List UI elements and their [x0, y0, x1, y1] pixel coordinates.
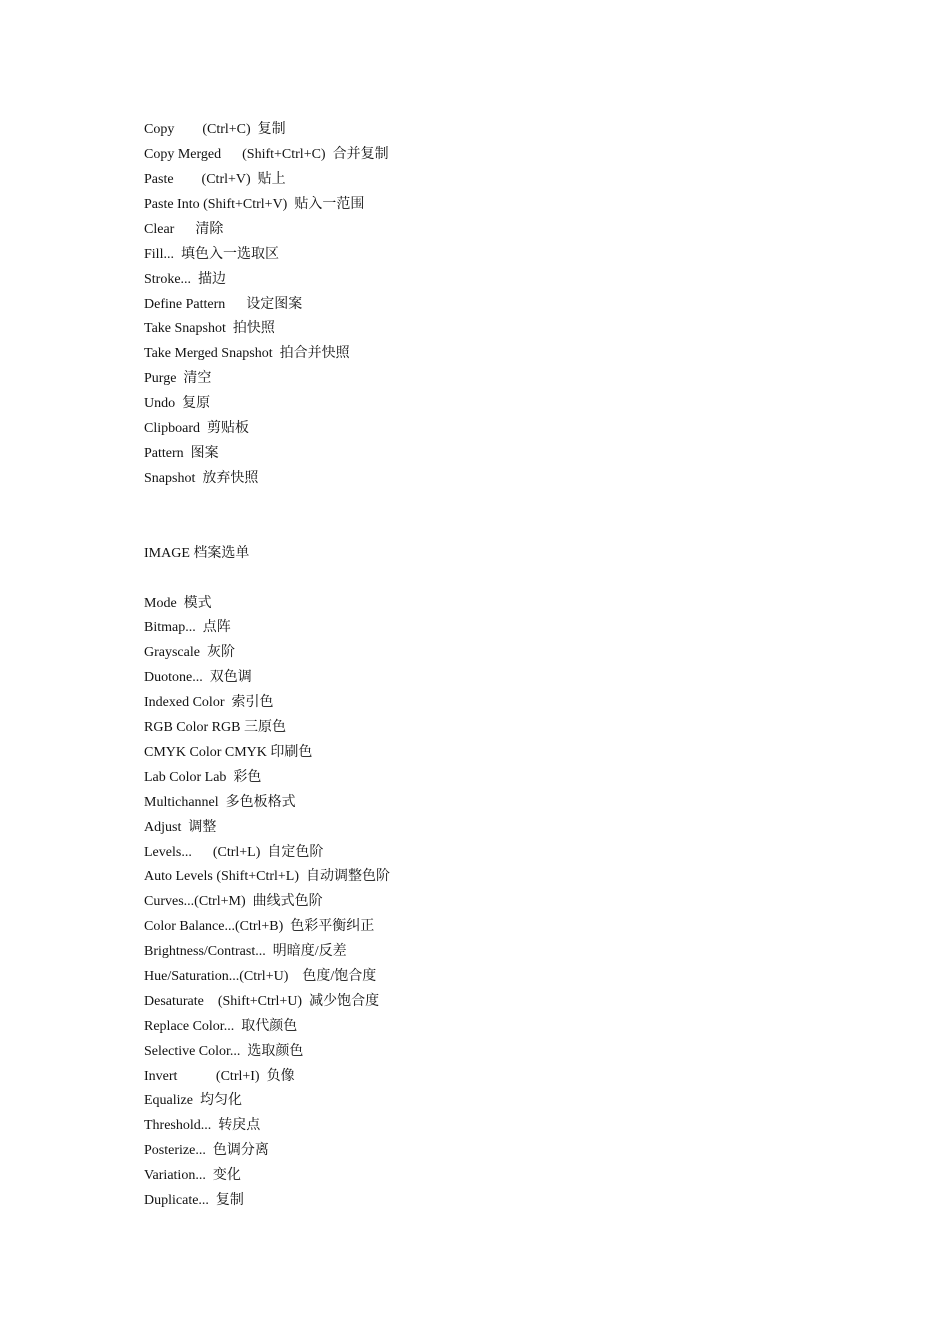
list-item: Take Snapshot 拍快照 — [144, 321, 275, 336]
list-item: Indexed Color 索引色 — [144, 695, 274, 710]
list-item: Posterize... 色调分离 — [144, 1143, 269, 1158]
list-item: Desaturate (Shift+Ctrl+U) 减少饱合度 — [144, 994, 380, 1009]
list-item: Purge 清空 — [144, 371, 212, 386]
list-item: Bitmap... 点阵 — [144, 620, 231, 635]
list-item: Auto Levels (Shift+Ctrl+L) 自动调整色阶 — [144, 869, 390, 884]
list-item: CMYK Color CMYK 印刷色 — [144, 745, 313, 760]
list-item: Grayscale 灰阶 — [144, 645, 235, 660]
list-item: Brightness/Contrast... 明暗度/反差 — [144, 944, 347, 959]
list-item: Copy (Ctrl+C) 复制 — [144, 122, 286, 137]
list-item: Variation... 变化 — [144, 1168, 241, 1183]
list-item: Multichannel 多色板格式 — [144, 795, 296, 810]
list-item: Invert (Ctrl+I) 负像 — [144, 1069, 295, 1084]
list-item: Equalize 均匀化 — [144, 1093, 242, 1108]
list-item: Take Merged Snapshot 拍合并快照 — [144, 346, 350, 361]
list-item: Mode 模式 — [144, 596, 212, 611]
list-item: Fill... 填色入一选取区 — [144, 247, 279, 262]
list-item: Clear 清除 — [144, 222, 224, 237]
list-item: Replace Color... 取代颜色 — [144, 1019, 298, 1034]
list-item: Color Balance...(Ctrl+B) 色彩平衡纠正 — [144, 919, 375, 934]
section-heading: IMAGE 档案选单 — [144, 546, 250, 561]
list-item: Lab Color Lab 彩色 — [144, 770, 262, 785]
list-item: Adjust 调整 — [144, 820, 217, 835]
list-item: RGB Color RGB 三原色 — [144, 720, 286, 735]
list-item: Hue/Saturation...(Ctrl+U) 色度/饱合度 — [144, 969, 377, 984]
list-item: Selective Color... 选取颜色 — [144, 1044, 304, 1059]
list-item: Snapshot 放弃快照 — [144, 471, 259, 486]
list-item: Stroke... 描边 — [144, 272, 227, 287]
list-item: Copy Merged (Shift+Ctrl+C) 合并复制 — [144, 147, 389, 162]
list-item: Undo 复原 — [144, 396, 211, 411]
list-item: Pattern 图案 — [144, 446, 219, 461]
list-item: Clipboard 剪贴板 — [144, 421, 249, 436]
list-item: Threshold... 转戾点 — [144, 1118, 261, 1133]
list-item: Curves...(Ctrl+M) 曲线式色阶 — [144, 894, 323, 909]
list-item: Levels... (Ctrl+L) 自定色阶 — [144, 845, 324, 860]
list-item: Duplicate... 复制 — [144, 1193, 244, 1208]
list-item: Define Pattern 设定图案 — [144, 297, 303, 312]
list-item: Paste Into (Shift+Ctrl+V) 贴入一范围 — [144, 197, 365, 212]
list-item: Paste (Ctrl+V) 贴上 — [144, 172, 286, 187]
list-item: Duotone... 双色调 — [144, 670, 252, 685]
